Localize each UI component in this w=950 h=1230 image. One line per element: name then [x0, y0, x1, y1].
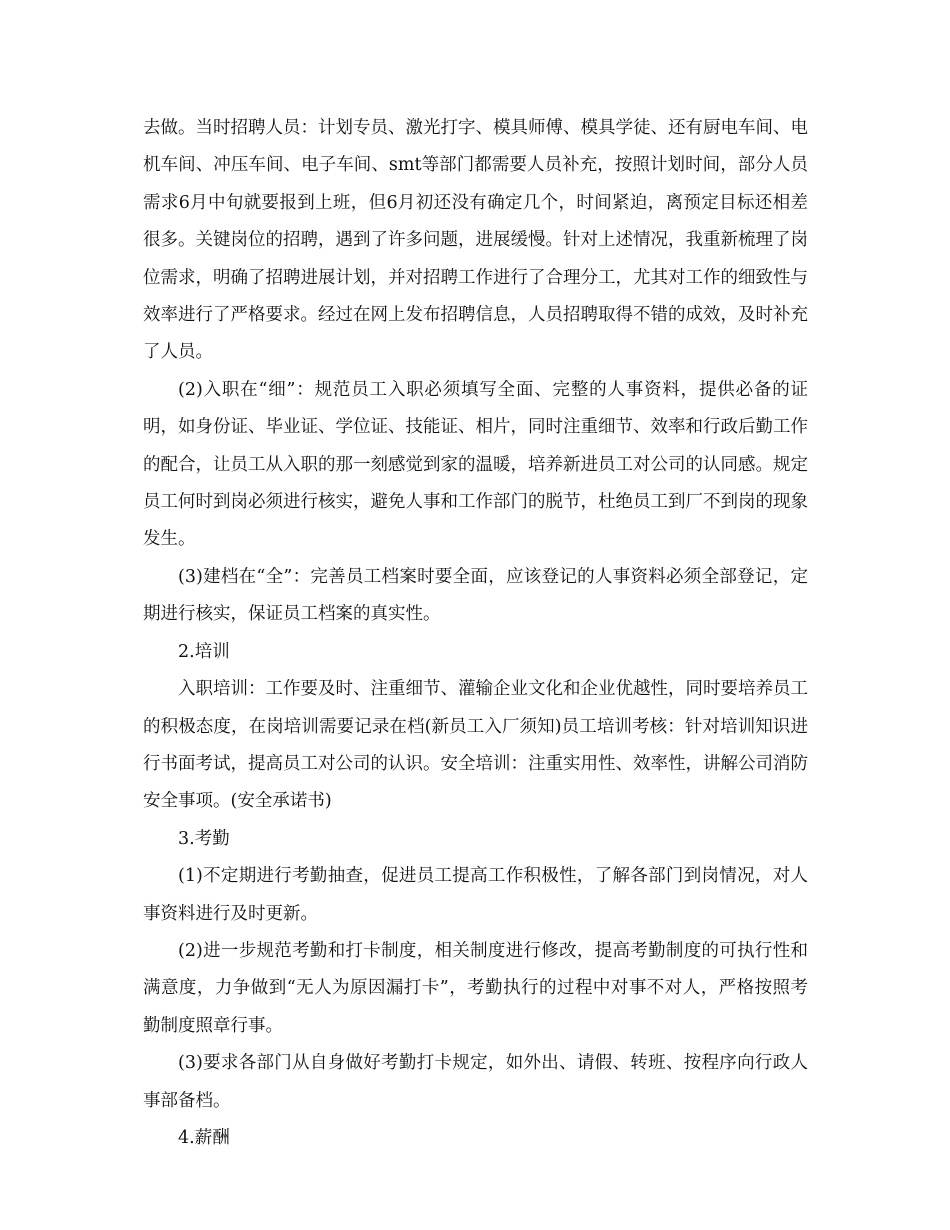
paragraph-onboarding-detail: (2)入职在“细”：规范员工入职必须填写全面、完整的人事资料，提供必备的证明，如身份证、毕业证、学位证、技能证、相片，同时注重细节、效率和行政后勤工作的配合，让员工从入职的那一刻感觉到家的温暖，培养新进员工对公司的认同感。规定员工何时到岗必须进行核实，避免人事和工作部门的脱节，杜绝员工到厂不到岗的现象发生。 [143, 379, 808, 550]
section-heading-attendance: 3.考勤 [178, 828, 230, 849]
paragraph-attendance-1: (1)不定期进行考勤抽查，促进员工提高工作积极性，了解各部门到岗情况，对人事资料进行及时更新。 [143, 866, 808, 924]
section-heading-salary: 4.薪酬 [178, 1127, 230, 1148]
paragraph-archiving: (3)建档在“全”：完善员工档案时要全面，应该登记的人事资料必须全部登记，定期进行核实，保证员工档案的真实性。 [143, 566, 808, 625]
document-body [143, 110, 808, 1157]
section-heading-training: 2.培训 [178, 641, 230, 662]
paragraph-recruitment-summary: 去做。当时招聘人员：计划专员、激光打字、模具师傅、模具学徒、还有厨电车间、电机车间、冲压车间、电子车间、smt等部门都需要人员补充，按照计划时间，部分人员需求6月中旬就要报到上班，但6月初还没有确定几个，时间紧迫，离预定目标还相差很多。关键岗位的招聘，遇到了许多问题，进展缓慢。针对上述情况，我重新梳理了岗位需求，明确了招聘进展计划，并对招聘工作进行了合理分工，尤其对工作的细致性与效率进行了严格要求。经过在网上发布招聘信息，人员招聘取得不错的成效，及时补充了人员。 [143, 118, 808, 363]
paragraph-attendance-2: (2)进一步规范考勤和打卡制度，相关制度进行修改，提高考勤制度的可执行性和满意度，力争做到“无人为原因漏打卡”，考勤执行的过程中对事不对人，严格按照考勤制度照章行事。 [143, 940, 808, 1036]
paragraph-attendance-3: (3)要求各部门从自身做好考勤打卡规定，如外出、请假、转班、按程序向行政人事部备档。 [143, 1053, 808, 1111]
paragraph-training: 入职培训：工作要及时、注重细节、灌输企业文化和企业优越性，同时要培养员工的积极态度，在岗培训需要记录在档(新员工入厂须知)员工培训考核：针对培训知识进行书面考试，提高员工对公司的认识。安全培训：注重实用性、效率性，讲解公司消防安全事项。(安全承诺书) [143, 679, 808, 812]
